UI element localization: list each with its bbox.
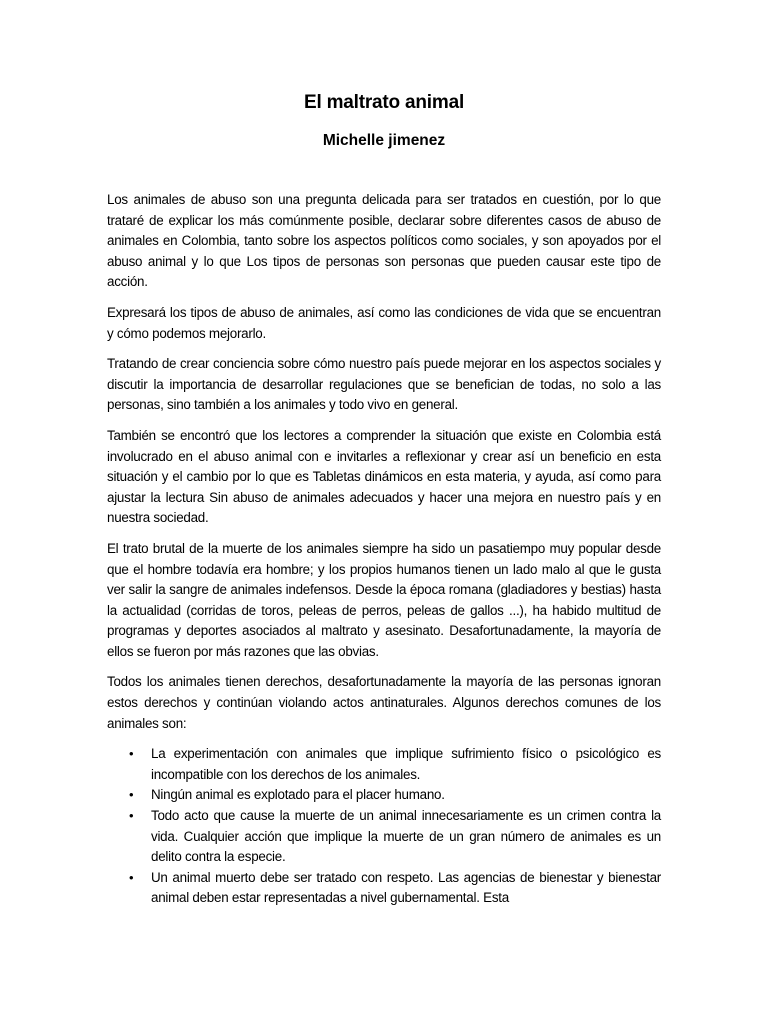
- list-item: [107, 744, 661, 785]
- list-item: [107, 785, 661, 806]
- list-item-text: Un animal muerto debe ser tratado con respeto. Las agencias de bienestar y bienestar animal deben estar representadas a nivel gubernamental. Esta: [151, 869, 661, 906]
- list-item-text: Todo acto que cause la muerte de un animal innecesariamente es un crimen contra la vida. Cualquier acción que implique la muerte de un gran número de animales es un delito contra la especie.: [151, 808, 661, 865]
- document-author: Michelle jimenez: [322, 132, 446, 149]
- bullet-icon: •: [129, 808, 134, 824]
- bullet-icon: •: [129, 869, 134, 885]
- paragraph-intro: Los animales de abuso son una pregunta delicada para ser tratados en cuestión, por lo que trataré de explicar los más comúnmente posible, declarar sobre diferentes casos de abuso de animales en Colombia, tanto sobre los aspectos políticos como sociales, y son apoyados por el abuso animal y lo que Los tipos de personas son personas que pueden causar este tipo de acción.: [107, 192, 661, 290]
- animal-rights-list: [107, 744, 661, 909]
- document-body: [107, 190, 661, 909]
- bullet-icon: •: [129, 746, 134, 762]
- paragraph-abuse-types: Expresará los tipos de abuso de animales, así como las condiciones de vida que se encuentran y cómo podemos mejorarlo.: [107, 304, 661, 341]
- paragraph-brutal-treatment: El trato brutal de la muerte de los animales siempre ha sido un pasatiempo muy popular desde que el hombre todavía era hombre; y los propios humanos tienen un lado malo al que le gusta ver salir la sangre de animales indefensos. Desde la época romana (gladiadores y bestias) hasta la actualidad (corridas de toros, peleas de perros, peleas de gallos ...), ha habido multitud de programas y deportes asociados al maltrato y asesinato. Desafortunadamente, la mayoría de ellos se fueron por más razones que las obvias.: [107, 540, 661, 659]
- document-title: El maltrato animal: [303, 92, 465, 113]
- list-item-text: La experimentación con animales que implique sufrimiento físico o psicológico es incompatible con los derechos de los animales.: [151, 746, 661, 782]
- bullet-icon: •: [129, 787, 134, 803]
- paragraph-colombia-situation: También se encontró que los lectores a comprender la situación que existe en Colombia está involucrado en el abuso animal con e invitarles a reflexionar y crear así un beneficio en esta situación y el cambio por lo que es Tabletas dinámicos en esta materia, y ayuda, así como para ajustar la lectura Sin abuso de animales adecuados y hacer una mejora en nuestro país y en nuestra sociedad.: [107, 427, 661, 526]
- list-item: [107, 806, 661, 868]
- list-item: [107, 868, 661, 909]
- paragraph-awareness: Tratando de crear conciencia sobre cómo nuestro país puede mejorar en los aspectos sociales y discutir la importancia de desarrollar regulaciones que se benefician de todas, no solo a las personas, sino también a los animales y todo vivo en general.: [107, 356, 661, 413]
- paragraph-animal-rights: Todos los animales tienen derechos, desafortunadamente la mayoría de las personas ignoran estos derechos y continúan violando actos antinaturales. Algunos derechos comunes de los animales son:: [107, 674, 661, 731]
- list-item-text: Ningún animal es explotado para el placer humano.: [151, 787, 445, 803]
